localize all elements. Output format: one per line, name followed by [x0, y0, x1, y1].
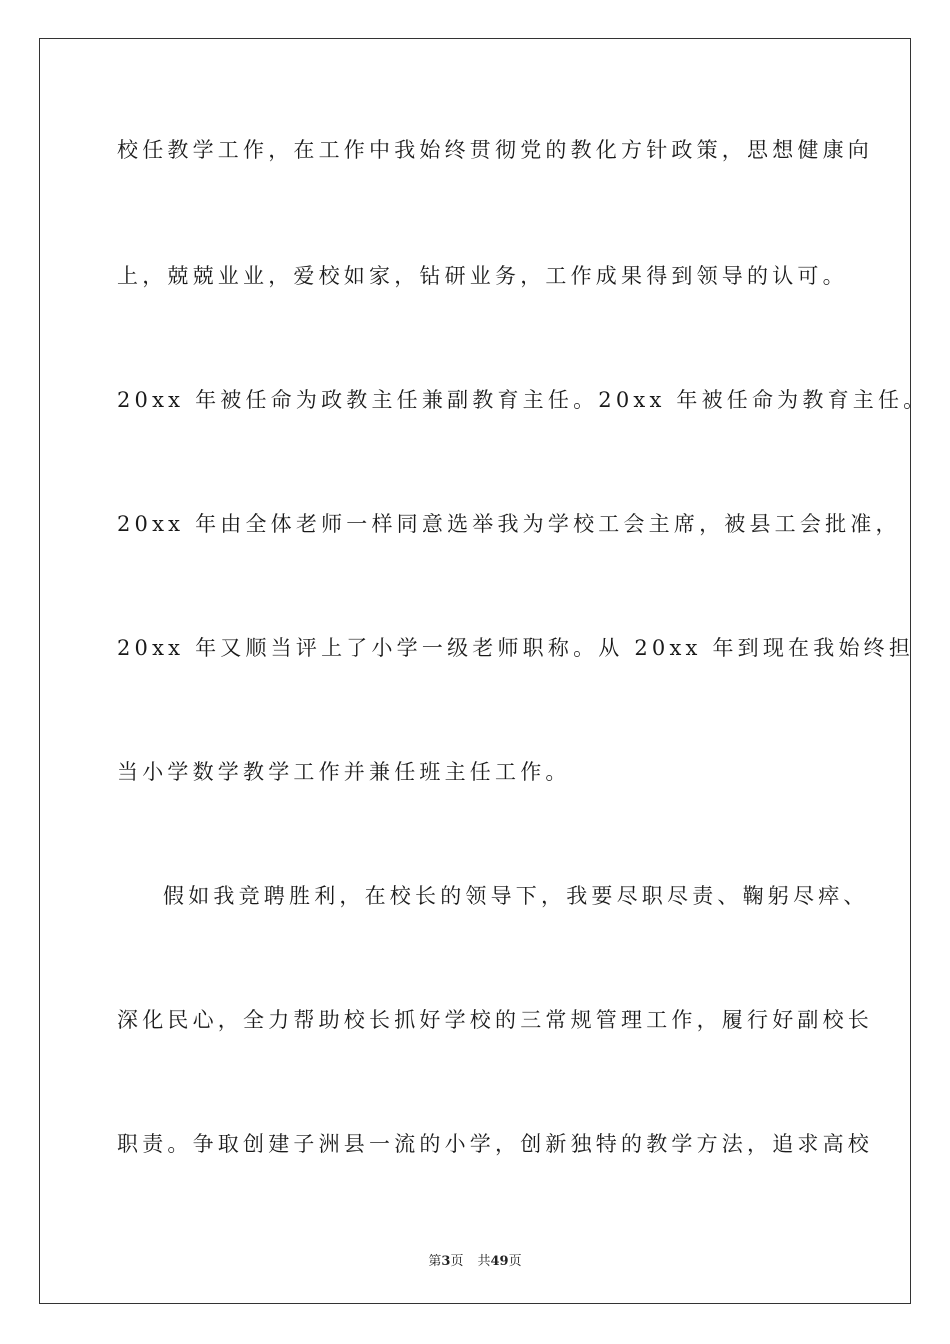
body-text-line: 当小学数学教学工作并兼任班主任工作。 [117, 760, 571, 784]
paragraph-first-line: 假如我竞聘胜利，在校长的领导下，我要尽职尽责、鞠躬尽瘁、 [163, 884, 869, 908]
page-prefix: 第 [428, 1254, 442, 1269]
total-suffix: 页 [508, 1254, 522, 1269]
body-text-line: 职责。争取创建子洲县一流的小学，创新独特的教学方法，追求高校 [117, 1132, 873, 1156]
body-text-line: 20xx 年又顺当评上了小学一级老师职称。从 20xx 年到现在我始终担 [117, 636, 915, 660]
body-text-line: 20xx 年被任命为政教主任兼副教育主任。20xx 年被任命为教育主任。 [117, 388, 929, 412]
total-pages: 49 [490, 1254, 509, 1269]
total-prefix: 共 [477, 1254, 491, 1269]
page-suffix: 页 [450, 1254, 464, 1269]
body-text-line: 20xx 年由全体老师一样同意选举我为学校工会主席，被县工会批准， [117, 512, 901, 536]
page-number: 3 [441, 1254, 451, 1269]
body-text-line: 深化民心，全力帮助校长抓好学校的三常规管理工作，履行好副校长 [117, 1008, 873, 1032]
body-text-line: 上，兢兢业业，爱校如家，钻研业务，工作成果得到领导的认可。 [117, 264, 848, 288]
page-border [39, 38, 911, 1304]
page-footer [0, 1250, 950, 1269]
body-text-line: 校任教学工作，在工作中我始终贯彻党的教化方针政策，思想健康向 [117, 138, 873, 162]
